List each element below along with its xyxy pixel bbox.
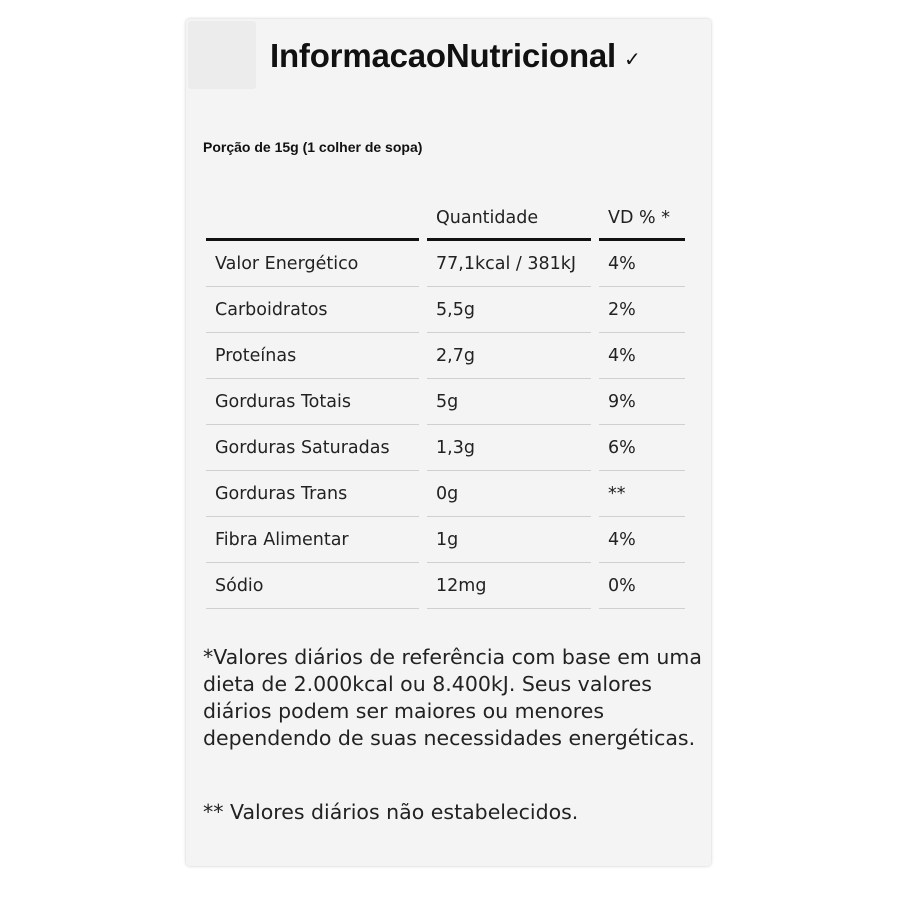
table-row	[206, 333, 685, 379]
table-row	[206, 241, 685, 287]
nutrient-daily-value: **	[599, 471, 685, 517]
nutrition-card	[186, 19, 711, 866]
table-row	[206, 563, 685, 609]
nutrient-amount: 77,1kcal / 381kJ	[427, 241, 591, 287]
nutrient-amount: 12mg	[427, 563, 591, 609]
table-row	[206, 379, 685, 425]
nutrient-name: Carboidratos	[206, 287, 419, 333]
column-header-quantity: Quantidade	[427, 198, 591, 241]
portion-size: Porção de 15g (1 colher de sopa)	[203, 139, 423, 155]
product-thumbnail	[188, 21, 256, 89]
reference-values-footnote: *Valores diários de referência com base em uma dieta de 2.000kcal ou 8.400kJ. Seus valores diários podem ser maiores ou menores dependendo de suas necessidades energéticas.	[203, 645, 702, 750]
table-row	[206, 517, 685, 563]
table-row	[206, 471, 685, 517]
nutrient-daily-value: 0%	[599, 563, 685, 609]
nutrition-table	[198, 198, 693, 609]
page-title: InformacaoNutricional	[270, 37, 617, 74]
nutrient-name: Valor Energético	[206, 241, 419, 287]
check-icon: ✓	[624, 47, 641, 71]
table-row	[206, 425, 685, 471]
nutrient-name: Sódio	[206, 563, 419, 609]
not-established-footnote: ** Valores diários não estabelecidos.	[203, 800, 579, 824]
nutrient-daily-value: 4%	[599, 333, 685, 379]
nutrient-daily-value: 4%	[599, 241, 685, 287]
nutrient-daily-value: 9%	[599, 379, 685, 425]
nutrient-amount: 1,3g	[427, 425, 591, 471]
nutrient-amount: 5g	[427, 379, 591, 425]
column-header-nutrient	[206, 198, 419, 241]
table-header-row	[206, 198, 685, 241]
nutrient-name: Fibra Alimentar	[206, 517, 419, 563]
nutrient-amount: 2,7g	[427, 333, 591, 379]
nutrient-name: Gorduras Totais	[206, 379, 419, 425]
nutrient-amount: 0g	[427, 471, 591, 517]
nutrient-name: Gorduras Trans	[206, 471, 419, 517]
nutrient-name: Gorduras Saturadas	[206, 425, 419, 471]
nutrient-daily-value: 2%	[599, 287, 685, 333]
nutrient-daily-value: 6%	[599, 425, 685, 471]
nutrient-daily-value: 4%	[599, 517, 685, 563]
table-row	[206, 287, 685, 333]
nutrient-amount: 5,5g	[427, 287, 591, 333]
nutrient-name: Proteínas	[206, 333, 419, 379]
nutrient-amount: 1g	[427, 517, 591, 563]
title-row	[270, 34, 641, 78]
column-header-daily-value: VD % *	[599, 198, 685, 241]
